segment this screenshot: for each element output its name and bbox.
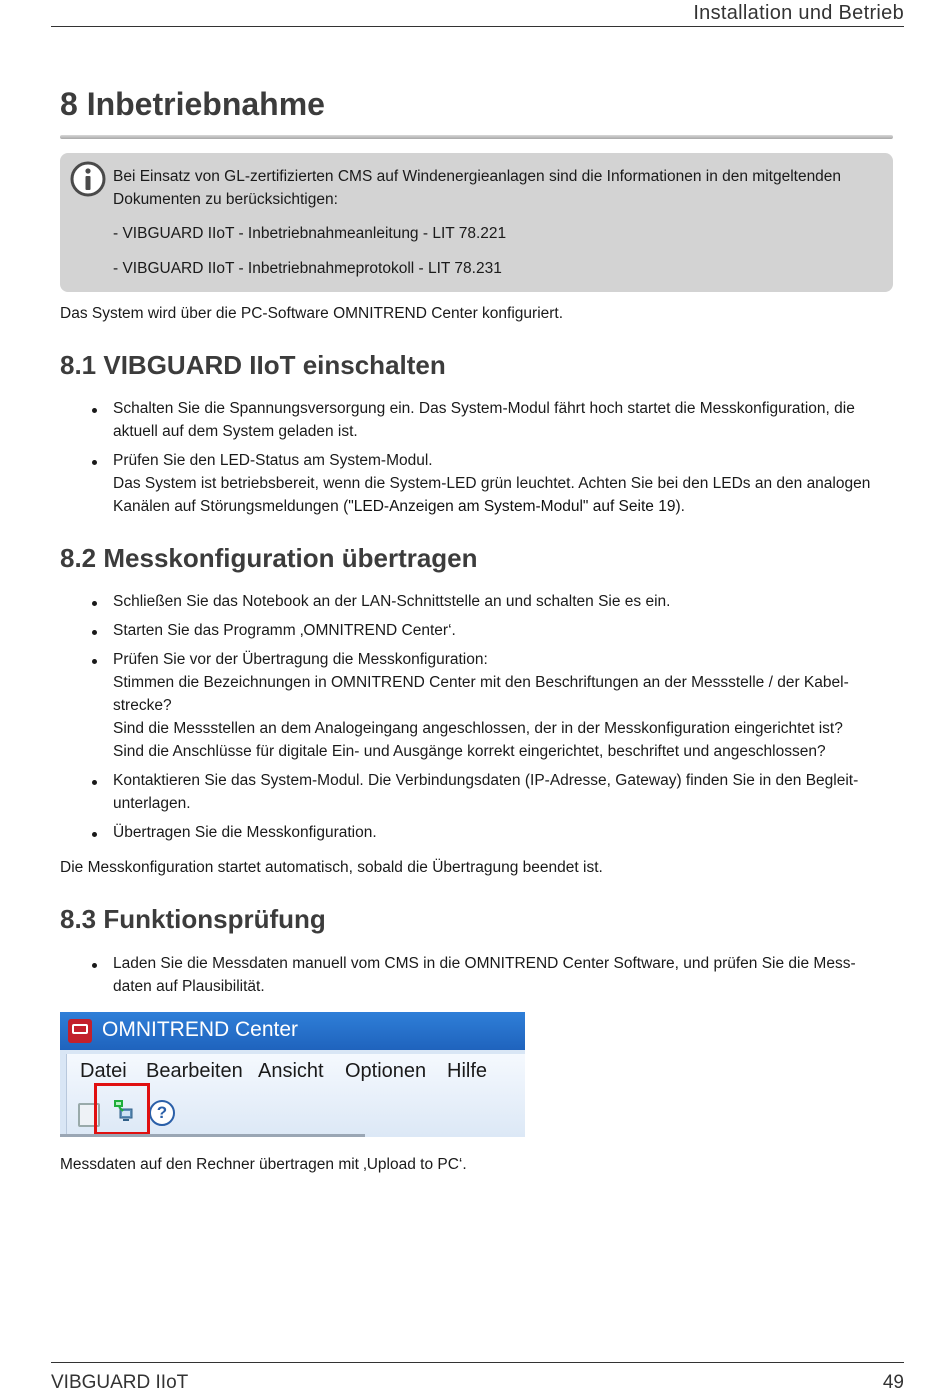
list-item: Schließen Sie das Notebook an der LAN-Schnittstelle an und schalten Sie es ein. — [60, 590, 895, 613]
list-item: Schalten Sie die Spannungsversorgung ein. Das System-Modul fährt hoch startet die Messkonfiguration, die aktuell auf dem System geladen ist. — [60, 397, 895, 443]
menu-bearbeiten[interactable]: Bearbeiten — [146, 1060, 243, 1082]
app-icon — [68, 1019, 92, 1043]
note-line-1: Bei Einsatz von GL-zertifizierten CMS auf Windenergieanlagen sind die Informationen in den mitgeltenden — [113, 168, 842, 185]
note-reference-1: - VIBGUARD IIoT - Inbetriebnahmeanleitung - LIT 78.221 — [113, 225, 507, 242]
list-item: Prüfen Sie den LED-Status am System-Modul. Das System ist betriebsbereit, wenn die System-LED grün leuchtet. Achten Sie bei den LEDs an den analogen Kanälen auf Störungsmeldungen ("LED-Anzeigen am System-Modul" auf Seite 19). — [60, 449, 895, 518]
section-8-3-list — [60, 952, 895, 1004]
header-rule — [51, 26, 904, 27]
note-reference-2: - VIBGUARD IIoT - Inbetriebnahmeprotokoll - LIT 78.231 — [113, 260, 502, 277]
footer-product: VIBGUARD IIoT — [51, 1372, 189, 1393]
footer-rule — [51, 1362, 904, 1363]
toolbar-bottom-edge — [60, 1134, 365, 1137]
chapter-title: 8 Inbetriebnahme — [60, 86, 325, 122]
menu-ansicht[interactable]: Ansicht — [258, 1060, 324, 1082]
section-8-2-list — [60, 590, 895, 850]
menu-optionen[interactable]: Optionen — [345, 1060, 427, 1082]
intro-paragraph: Das System wird über die PC-Software OMNITREND Center konfiguriert. — [60, 305, 564, 322]
running-header: Installation und Betrieb — [693, 2, 904, 24]
section-8-1-title: 8.1 VIBGUARD IIoT einschalten — [60, 350, 446, 380]
window-title: OMNITREND Center — [102, 1018, 299, 1041]
help-icon[interactable]: ? — [149, 1100, 175, 1126]
list-item: Übertragen Sie die Messkonfiguration. — [60, 821, 895, 844]
omnitrend-screenshot — [60, 1012, 525, 1137]
section-8-2-title: 8.2 Messkonfiguration übertragen — [60, 543, 478, 573]
note-line-2: Dokumenten zu berücksichtigen: — [113, 191, 338, 208]
led-status-page-link[interactable]: "LED-Anzeigen am System-Modul" auf Seite 19 — [348, 498, 676, 515]
figure-caption: Messdaten auf den Rechner übertragen mit ‚Upload to PC‘. — [60, 1156, 467, 1173]
list-item: Kontaktieren Sie das System-Modul. Die Verbindungsdaten (IP-Adresse, Gateway) finden Sie in den Begleit- unterlagen. — [60, 769, 895, 815]
list-item: Starten Sie das Programm ‚OMNITREND Center‘. — [60, 619, 895, 642]
chapter-title-rule — [60, 135, 893, 139]
info-icon — [70, 161, 106, 197]
upload-highlight-frame — [94, 1083, 150, 1135]
list-item: Laden Sie die Messdaten manuell vom CMS in die OMNITREND Center Software, und prüfen Sie die Mess- daten auf Plausibilität. — [60, 952, 895, 998]
menu-datei[interactable]: Datei — [80, 1060, 127, 1082]
section-8-2-outro: Die Messkonfiguration startet automatisch, sobald die Übertragung beendet ist. — [60, 859, 603, 876]
page-number: 49 — [882, 1372, 904, 1393]
list-item: Prüfen Sie vor der Übertragung die Messkonfiguration: Stimmen die Bezeichnungen in OMNITREND Center mit den Beschriftungen an der Messstelle / der Kabel- strecke? Sind die Messstellen an dem Analogeingang angeschlossen, der in der Messkonfiguration eingerichtet ist? Sind die Anschlüsse für digitale Ein- und Ausgänge korrekt eingerichtet, beschriftet und angeschlossen? — [60, 648, 895, 763]
section-8-1-list — [60, 397, 895, 524]
menu-hilfe[interactable]: Hilfe — [447, 1060, 488, 1082]
section-8-3-title: 8.3 Funktionsprüfung — [60, 904, 326, 934]
